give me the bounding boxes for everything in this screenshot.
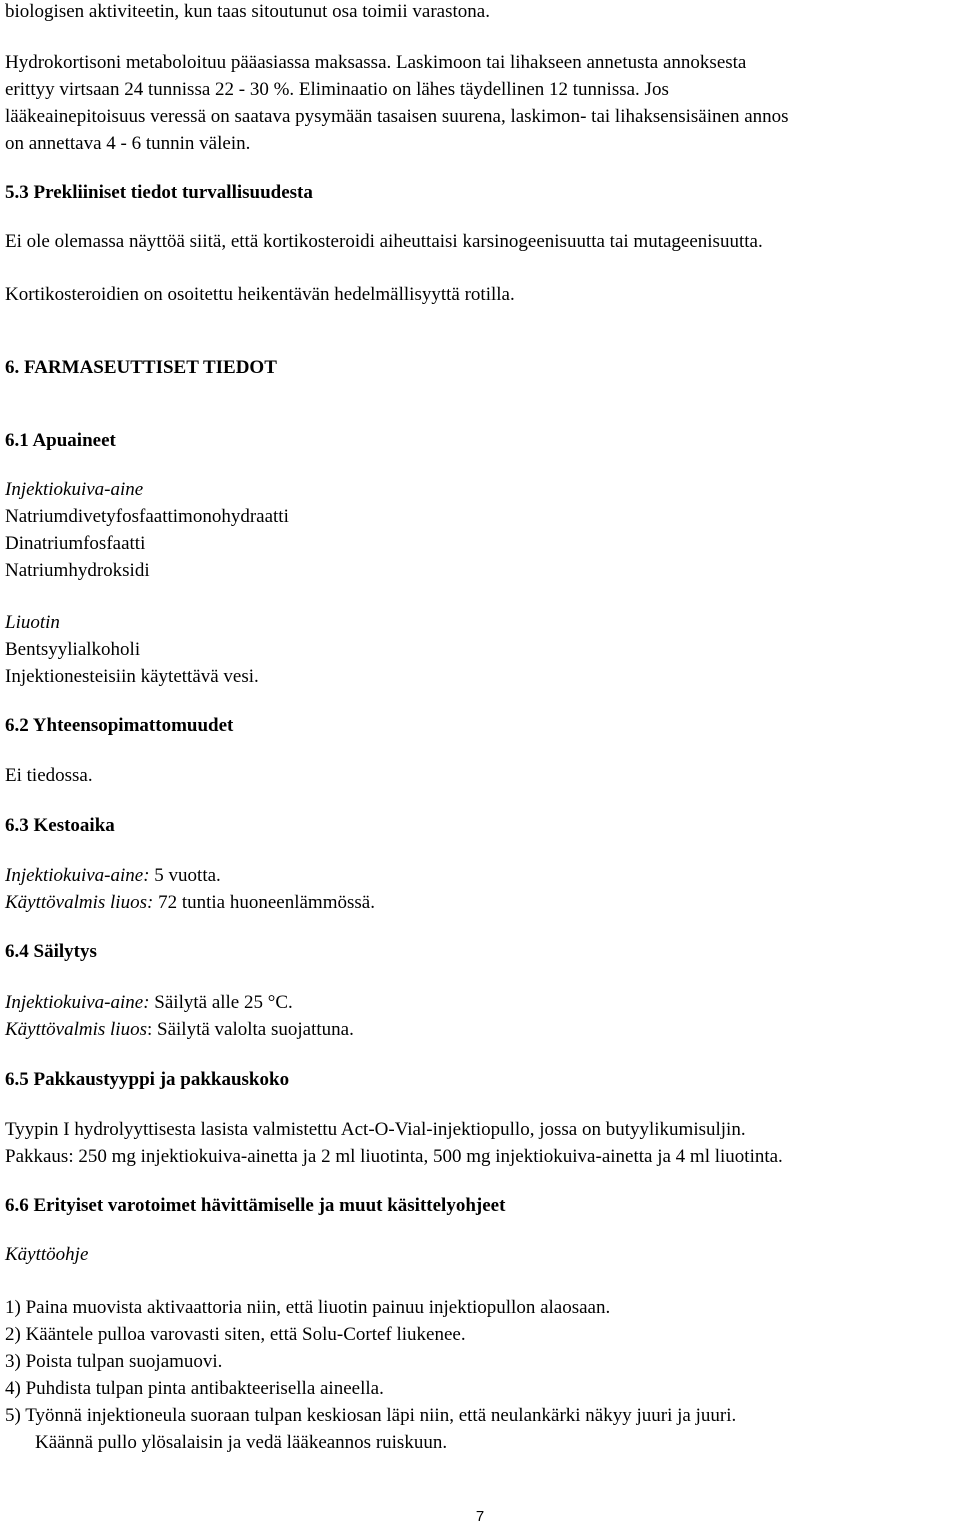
- section-5-3-paragraph-2: Kortikosteroidien on osoitettu heikentävän hedelmällisyyttä rotilla.: [5, 284, 515, 305]
- solvent-item: Injektionesteisiin käytettävä vesi.: [5, 666, 259, 687]
- shelf-life-solution-value: 72 tuntia huoneenlämmössä.: [153, 892, 375, 913]
- section-6-5-heading: 6.5 Pakkaustyyppi ja pakkauskoko: [5, 1069, 290, 1090]
- shelf-life-solution-label: Käyttövalmis liuos:: [5, 892, 154, 913]
- excipient-item: Natriumhydroksidi: [5, 560, 150, 581]
- powder-label: Injektiokuiva-aine: [5, 479, 144, 500]
- instruction-step: 2) Kääntele pulloa varovasti siten, että Solu-Cortef liukenee.: [5, 1324, 466, 1345]
- intro-line-2: Hydrokortisoni metaboloituu pääasiassa maksassa. Laskimoon tai lihakseen annetusta annoksesta: [5, 52, 747, 73]
- instruction-step: 1) Paina muovista aktivaattoria niin, että liuotin painuu injektiopullon alaosaan.: [5, 1297, 611, 1318]
- section-6-1-heading: 6.1 Apuaineet: [5, 430, 116, 451]
- section-6-heading: 6. FARMASEUTTISET TIEDOT: [5, 357, 277, 378]
- shelf-life-solution-line: [5, 891, 375, 915]
- solvent-item: Bentsyylialkoholi: [5, 639, 141, 660]
- section-6-4-heading: 6.4 Säilytys: [5, 941, 97, 962]
- section-6-5-paragraph-1: Tyypin I hydrolyyttisesta lasista valmistettu Act-O-Vial-injektiopullo, jossa on butyylikumisuljin.: [5, 1119, 746, 1140]
- intro-line-4: lääkeainepitoisuus veressä on saatava pysymään tasaisen suurena, laskimon- tai lihaksensisäinen annos: [5, 106, 789, 127]
- storage-solution-label: Käyttövalmis liuos: [5, 1019, 147, 1040]
- intro-line-1: biologisen aktiviteetin, kun taas sitoutunut osa toimii varastona.: [5, 1, 490, 22]
- instruction-step: 3) Poista tulpan suojamuovi.: [5, 1351, 223, 1372]
- excipient-item: Dinatriumfosfaatti: [5, 533, 146, 554]
- shelf-life-powder-value: 5 vuotta.: [149, 865, 221, 886]
- section-5-3-paragraph-1: Ei ole olemassa näyttöä siitä, että kortikosteroidi aiheuttaisi karsinogeenisuutta tai mutageenisuutta.: [5, 231, 763, 252]
- intro-line-5: on annettava 4 - 6 tunnin välein.: [5, 133, 251, 154]
- section-6-5-paragraph-2: Pakkaus: 250 mg injektiokuiva-ainetta ja 2 ml liuotinta, 500 mg injektiokuiva-ainetta ja 4 ml liuotinta.: [5, 1146, 783, 1167]
- section-6-2-text: Ei tiedossa.: [5, 765, 93, 786]
- shelf-life-powder-line: [5, 864, 221, 888]
- page-number: 7: [475, 1508, 485, 1525]
- storage-solution-line: [5, 1018, 354, 1042]
- intro-line-3: erittyy virtsaan 24 tunnissa 22 - 30 %. Eliminaatio on lähes täydellinen 12 tunnissa. Jos: [5, 79, 669, 100]
- section-5-3-heading: 5.3 Prekliiniset tiedot turvallisuudesta: [5, 182, 313, 203]
- instructions-label: Käyttöohje: [5, 1244, 89, 1265]
- section-6-6-heading: 6.6 Erityiset varotoimet hävittämiselle ja muut käsittelyohjeet: [5, 1195, 506, 1216]
- section-6-2-heading: 6.2 Yhteensopimattomuudet: [5, 715, 234, 736]
- storage-solution-value: : Säilytä valolta suojattuna.: [146, 1019, 354, 1040]
- excipient-item: Natriumdivetyfosfaattimonohydraatti: [5, 506, 289, 527]
- section-6-3-heading: 6.3 Kestoaika: [5, 815, 115, 836]
- storage-powder-label: Injektiokuiva-aine:: [5, 992, 150, 1013]
- storage-powder-line: [5, 991, 293, 1015]
- shelf-life-powder-label: Injektiokuiva-aine:: [5, 865, 150, 886]
- storage-powder-value: Säilytä alle 25 °C.: [149, 992, 293, 1013]
- instruction-step: 5) Työnnä injektioneula suoraan tulpan keskiosan läpi niin, että neulankärki näkyy juuri ja juuri.: [5, 1405, 737, 1426]
- instruction-step: 4) Puhdista tulpan pinta antibakteerisella aineella.: [5, 1378, 384, 1399]
- solvent-label: Liuotin: [5, 612, 60, 633]
- instruction-step-continuation: Käännä pullo ylösalaisin ja vedä lääkeannos ruiskuun.: [35, 1432, 448, 1453]
